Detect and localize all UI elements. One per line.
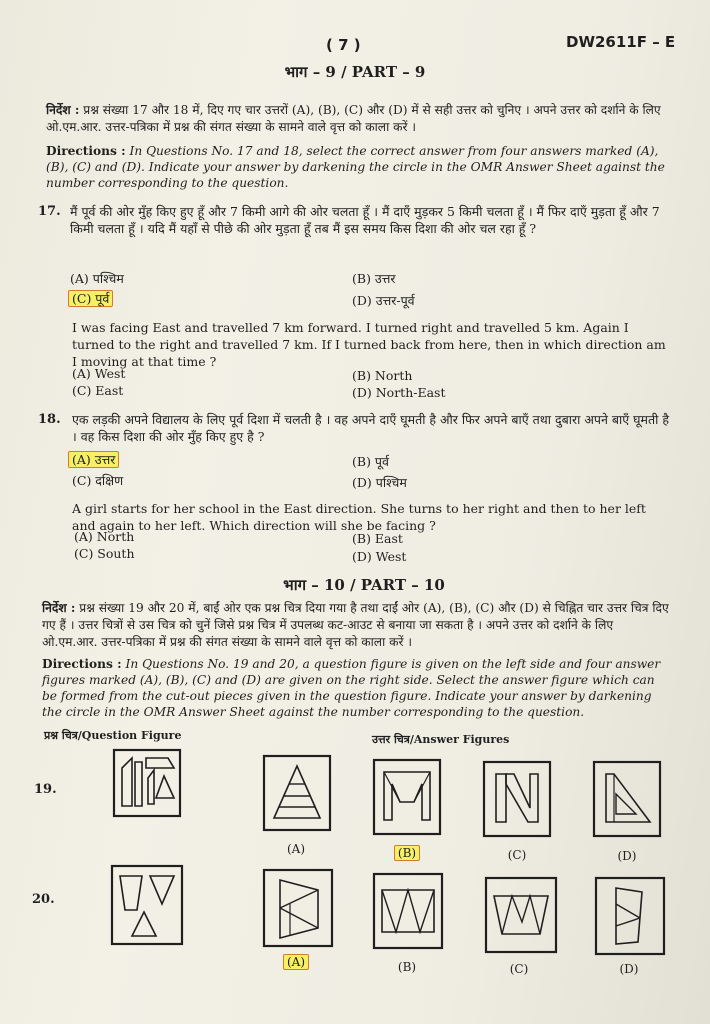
directions-text: In Questions No. 19 and 20, a question figure is given on the left side and four answer figures marked (A), (B), (C) and (D) are given on the right side. Select the answer figure which can be formed from the cut-out pieces given in the question figure. Indicate your answer by darkening the circle in the OMR Answer Sheet against the number corresponding to the question. bbox=[42, 657, 661, 719]
q17-option-c-en: (C) East bbox=[72, 383, 124, 398]
q18-option-c-en: (C) South bbox=[74, 546, 135, 561]
q19-answer-c bbox=[482, 760, 552, 838]
q17-option-a-en: (A) West bbox=[72, 366, 126, 381]
q18-option-b-hi: (B) पूर्व bbox=[352, 454, 389, 469]
q20-question-figure bbox=[110, 864, 184, 946]
q20-label-b: (B) bbox=[397, 960, 417, 974]
q18-option-d-en: (D) West bbox=[352, 549, 407, 564]
q17-option-b-en: (B) North bbox=[352, 368, 413, 383]
q19-label-b bbox=[377, 846, 437, 860]
directions-text: In Questions No. 17 and 18, select the correct answer from four answers marked (A), (B), (C) and (D). Indicate your answer by darkening the circle in the OMR Answer Sheet against the number corresponding to the question. bbox=[46, 144, 665, 190]
q20-answer-a bbox=[262, 868, 334, 948]
q18-english: A girl starts for her school in the East direction. She turns to her right and then to her left and again to her left. Which direction will she be facing ? bbox=[72, 501, 646, 533]
part9-directions-hindi bbox=[46, 102, 676, 136]
directions-text: प्रश्न संख्या 17 और 18 में, दिए गए चार उत्तरों (A), (B), (C) और (D) में से सही उत्तर को चुनिए । अपने उत्तर को दर्शाने के लिए ओ.एम.आर. उत्तर-पत्रिका में प्रश्न की संगत संख्या के सामने वाले वृत्त को काला करें । bbox=[46, 103, 661, 134]
q19-answer-d bbox=[592, 760, 662, 838]
part9-title: भाग – 9 / PART – 9 bbox=[284, 63, 426, 81]
part10-directions-english bbox=[42, 656, 672, 720]
directions-label: निर्देश : bbox=[46, 103, 80, 117]
q18-option-a-en: (A) North bbox=[74, 529, 135, 544]
highlighted-answer: (A) उत्तर bbox=[68, 451, 119, 468]
q20-label-d: (D) bbox=[619, 962, 639, 976]
q19-question-figure bbox=[112, 748, 182, 818]
question-number: 18. bbox=[38, 412, 61, 427]
q20-label-c: (C) bbox=[509, 962, 529, 976]
directions-text: प्रश्न संख्या 19 और 20 में, बाईं ओर एक प्रश्न चित्र दिया गया है तथा दाईं ओर (A), (B), (C) और (D) से चिह्नित चार उत्तर चित्र दिए गए हैं । उत्तर चित्रों से उस चित्र को चुनें जिसे प्रश्न चित्र में उपलब्ध कट-आउट से बनाया जा सकता है । अपने उत्तर को दर्शाने के लिए ओ.एम.आर. उत्तर-पत्रिका में प्रश्न की संगत संख्या के सामने वाले वृत्त को काला करें । bbox=[42, 601, 669, 649]
q17-option-d-hi: (D) उत्तर-पूर्व bbox=[352, 293, 415, 308]
q17-option-c-hi bbox=[68, 290, 113, 307]
highlighted-answer: (B) bbox=[394, 845, 420, 861]
part10-directions-hindi bbox=[42, 600, 672, 651]
q19-label-d: (D) bbox=[617, 849, 637, 863]
q19-label-a: (A) bbox=[286, 842, 306, 856]
q17-hindi: मैं पूर्व की ओर मुँह किए हुए हूँ और 7 किमी आगे की ओर चलता हूँ । मैं दाएँ मुड़कर 5 किमी चलता हूँ । मैं फिर दाएँ मुड़ता हूँ और 7 किमी चलता हूँ । यदि मैं यहाँ से पीछे की ओर मुड़ता हूँ तब मैं इस समय किस दिशा की ओर चल रहा हूँ ? bbox=[70, 204, 660, 236]
part10-title: भाग – 10 / PART – 10 bbox=[283, 576, 445, 594]
q18-option-b-en: (B) East bbox=[352, 531, 403, 546]
part9-directions-english bbox=[46, 143, 676, 191]
q20-label-a bbox=[266, 955, 326, 969]
q20-answer-b bbox=[372, 872, 444, 950]
q18-option-c-hi: (C) दक्षिण bbox=[72, 473, 124, 488]
q17-option-b-hi: (B) उत्तर bbox=[352, 271, 396, 286]
q17-option-d-en: (D) North-East bbox=[352, 385, 446, 400]
q19-answer-b bbox=[372, 758, 442, 836]
q20-answer-c bbox=[484, 876, 558, 954]
q17-option-a-hi: (A) पश्चिम bbox=[70, 271, 124, 286]
q18-hindi: एक लड़की अपने विद्यालय के लिए पूर्व दिशा में चलती है । वह अपने दाएँ घूमती है और फिर अपने बाएँ तथा दुबारा अपने बाएँ घूमती है । वह किस दिशा की ओर मुँह किए हुए है ? bbox=[72, 412, 669, 444]
highlighted-answer: (C) पूर्व bbox=[68, 290, 113, 307]
directions-label: निर्देश : bbox=[42, 601, 76, 615]
q18-option-d-hi: (D) पश्चिम bbox=[352, 475, 407, 490]
question-number: 20. bbox=[32, 892, 55, 907]
q17-english: I was facing East and travelled 7 km forward. I turned right and travelled 5 km. Again I turned to the right and travelled 7 km. If I turned back from here, then in which direction am I moving at that time ? bbox=[72, 320, 666, 369]
q19-label-c: (C) bbox=[507, 848, 527, 862]
directions-label: Directions : bbox=[42, 657, 122, 671]
question-number: 19. bbox=[34, 782, 57, 797]
answer-figures-label: उत्तर चित्र/Answer Figures bbox=[372, 733, 510, 746]
question-figure-label: प्रश्न चित्र/Question Figure bbox=[44, 729, 182, 742]
booklet-code: DW2611F – E bbox=[566, 33, 676, 51]
highlighted-answer: (A) bbox=[283, 954, 309, 970]
question-number: 17. bbox=[38, 204, 61, 219]
q18-option-a-hi bbox=[68, 451, 119, 468]
q20-answer-d bbox=[594, 876, 666, 956]
q19-answer-a bbox=[262, 754, 332, 832]
page-number: ( 7 ) bbox=[326, 36, 361, 54]
directions-label: Directions : bbox=[46, 144, 126, 158]
